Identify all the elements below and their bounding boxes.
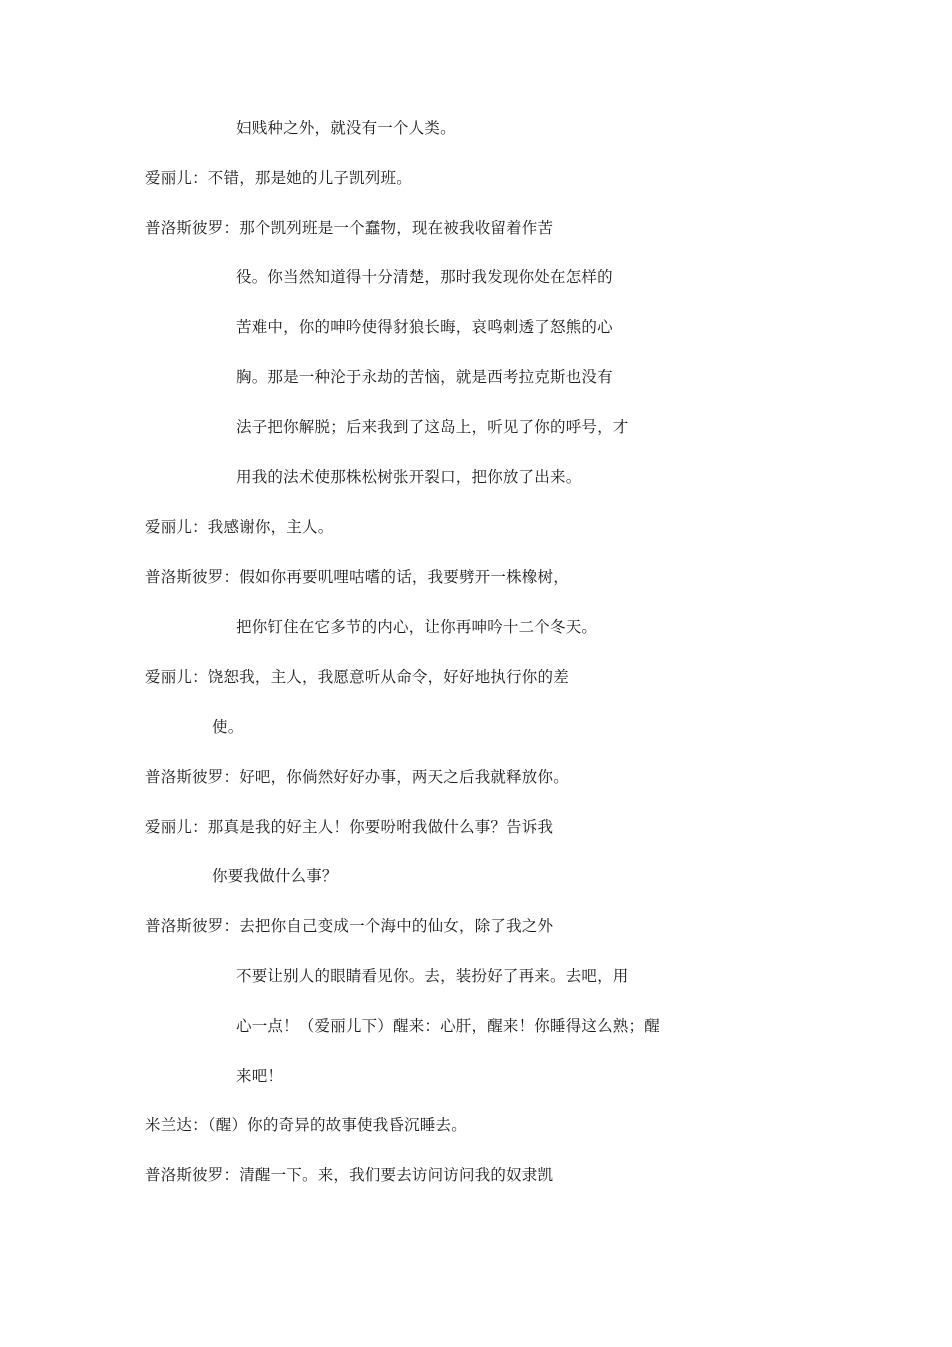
text-line: 来吧！ — [236, 1067, 284, 1085]
text-line: 普洛斯彼罗：好吧，你倘然好好办事，两天之后我就释放你。 — [145, 768, 569, 786]
text-line: 妇贱种之外，就没有一个人类。 — [236, 119, 456, 137]
text-line: 把你钉住在它多节的内心，让你再呻吟十二个冬天。 — [236, 618, 598, 636]
text-line: 心一点！（爱丽儿下）醒来：心肝，醒来！你睡得这么熟；醒 — [236, 1017, 660, 1035]
text-line: 胸。那是一种沦于永劫的苦恼，就是西考拉克斯也没有 — [236, 368, 613, 386]
text-line: 普洛斯彼罗：那个凯列班是一个蠢物，现在被我收留着作苦 — [145, 219, 554, 237]
text-line: 普洛斯彼罗：清醒一下。来，我们要去访问访问我的奴隶凯 — [145, 1166, 554, 1184]
text-line: 爱丽儿：那真是我的好主人！你要吩咐我做什么事？告诉我 — [145, 818, 554, 836]
text-line: 爱丽儿：我感谢你，主人。 — [145, 518, 334, 536]
text-line: 爱丽儿：饶恕我，主人，我愿意听从命令，好好地执行你的差 — [145, 668, 569, 686]
text-line: 役。你当然知道得十分清楚，那时我发现你处在怎样的 — [236, 268, 613, 286]
text-line: 苦难中，你的呻吟使得豺狼长晦，哀鸣刺透了怒熊的心 — [236, 318, 613, 336]
text-line: 使。 — [212, 718, 244, 736]
text-line: 米兰达：（醒）你的奇异的故事使我昏沉睡去。 — [145, 1116, 467, 1134]
text-line: 你要我做什么事？ — [212, 867, 338, 885]
text-line: 普洛斯彼罗：去把你自己变成一个海中的仙女，除了我之外 — [145, 917, 554, 935]
text-line: 爱丽儿：不错，那是她的儿子凯列班。 — [145, 169, 412, 187]
text-line: 法子把你解脱；后来我到了这岛上，听见了你的呼号，才 — [236, 418, 629, 436]
text-line: 用我的法术使那株松树张开裂口，把你放了出来。 — [236, 468, 582, 486]
text-line: 不要让别人的眼睛看见你。去，装扮好了再来。去吧，用 — [236, 967, 629, 985]
text-line: 普洛斯彼罗：假如你再要叽哩咕嗜的话，我要劈开一株橡树， — [145, 568, 569, 586]
